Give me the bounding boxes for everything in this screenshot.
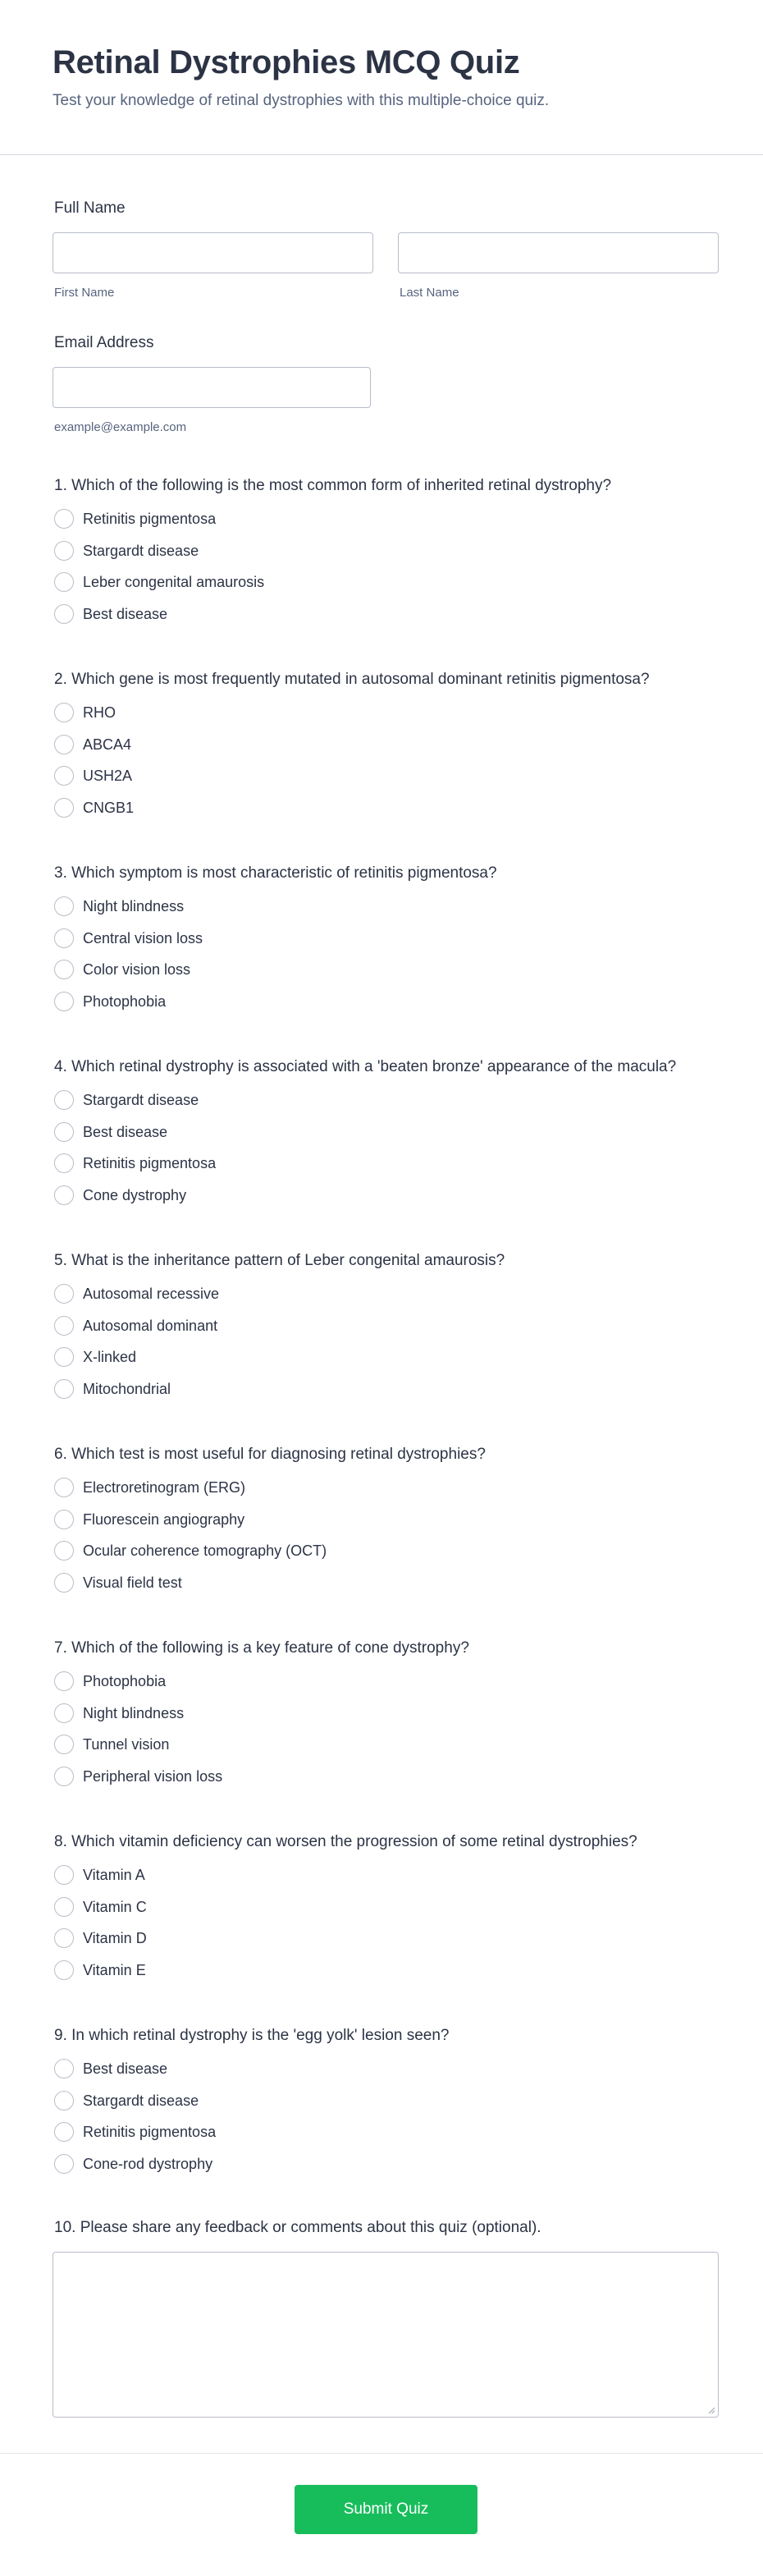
radio-button[interactable]: [54, 1767, 74, 1786]
radio-option[interactable]: [53, 760, 719, 792]
options-group: [53, 1278, 719, 1405]
radio-option-label: Retinitis pigmentosa: [83, 511, 217, 528]
radio-button[interactable]: [54, 1478, 74, 1497]
question-9: [53, 1986, 719, 2180]
first-name-sublabel: First Name: [54, 286, 115, 300]
radio-button[interactable]: [54, 509, 74, 529]
radio-option[interactable]: [53, 2085, 719, 2117]
submit-quiz-button[interactable]: Submit Quiz: [295, 2485, 477, 2534]
radio-option-label: Cone-rod dystrophy: [83, 2155, 213, 2172]
radio-option[interactable]: [53, 729, 719, 761]
options-group: [53, 1472, 719, 1598]
full-name-label: Full Name: [54, 199, 126, 217]
radio-option-label: Visual field test: [83, 1574, 182, 1591]
question-8: [53, 1792, 719, 1986]
radio-button[interactable]: [54, 928, 74, 948]
radio-button[interactable]: [54, 1122, 74, 1142]
radio-option-label: ABCA4: [83, 736, 132, 753]
radio-button[interactable]: [54, 1185, 74, 1205]
radio-option-label: Vitamin C: [83, 1898, 147, 1915]
radio-option-label: Stargardt disease: [83, 2092, 199, 2109]
radio-option[interactable]: [53, 697, 719, 729]
radio-button[interactable]: [54, 1347, 74, 1367]
radio-option-label: Photophobia: [83, 1673, 167, 1690]
first-name-group: [53, 232, 373, 301]
last-name-input[interactable]: [398, 232, 719, 273]
radio-button[interactable]: [54, 1928, 74, 1948]
radio-option-label: Best disease: [83, 2060, 168, 2078]
radio-option-label: Central vision loss: [83, 929, 203, 947]
radio-option-label: Ocular coherence tomography (OCT): [83, 1542, 327, 1560]
radio-option-label: Autosomal recessive: [83, 1286, 220, 1303]
radio-option[interactable]: [53, 891, 719, 923]
radio-option-label: Peripheral vision loss: [83, 1767, 223, 1785]
first-name-input[interactable]: [53, 232, 373, 273]
radio-button[interactable]: [54, 604, 74, 624]
radio-option[interactable]: [53, 1859, 719, 1891]
radio-option[interactable]: [53, 2116, 719, 2148]
radio-option[interactable]: [53, 1472, 719, 1504]
radio-button[interactable]: [54, 1573, 74, 1593]
radio-option[interactable]: [53, 1084, 719, 1116]
radio-option[interactable]: [53, 503, 719, 535]
radio-option-label: X-linked: [83, 1349, 137, 1366]
radio-option-label: Retinitis pigmentosa: [83, 1155, 217, 1172]
radio-option-label: Vitamin A: [83, 1867, 145, 1884]
page-subtitle: Test your knowledge of retinal dystrophies with this multiple-choice quiz.: [53, 92, 550, 109]
question-1: [53, 436, 719, 630]
options-group: [53, 2053, 719, 2180]
question-title: 6. Which test is most useful for diagnosing retinal dystrophies?: [54, 1446, 486, 1463]
radio-option[interactable]: [53, 923, 719, 955]
email-group: [53, 367, 371, 436]
radio-option-label: Mitochondrial: [83, 1380, 171, 1397]
radio-option[interactable]: [53, 1729, 719, 1761]
radio-option[interactable]: [53, 1698, 719, 1730]
radio-option[interactable]: [53, 1567, 719, 1599]
form-header: [0, 0, 763, 155]
radio-option[interactable]: [53, 1504, 719, 1536]
radio-button[interactable]: [54, 1735, 74, 1754]
radio-button[interactable]: [54, 1379, 74, 1399]
options-group: [53, 1084, 719, 1211]
radio-option-label: Vitamin E: [83, 1961, 146, 1978]
radio-option[interactable]: [53, 598, 719, 630]
radio-option[interactable]: [53, 1180, 719, 1212]
radio-button[interactable]: [54, 896, 74, 916]
radio-button[interactable]: [54, 703, 74, 722]
radio-option[interactable]: [53, 1923, 719, 1955]
radio-option[interactable]: [53, 1535, 719, 1567]
radio-button[interactable]: [54, 2091, 74, 2111]
radio-button[interactable]: [54, 1284, 74, 1304]
question-title: 9. In which retinal dystrophy is the 'egg yolk' lesion seen?: [54, 2027, 450, 2044]
radio-option-label: CNGB1: [83, 799, 135, 816]
form-footer: [0, 2453, 763, 2576]
name-row: [53, 232, 719, 301]
question-3: [53, 823, 719, 1017]
radio-button[interactable]: [54, 1865, 74, 1885]
radio-option[interactable]: [53, 1310, 719, 1342]
radio-option-label: Vitamin D: [83, 1930, 147, 1947]
radio-option-label: Night blindness: [83, 1704, 185, 1721]
radio-option-label: Stargardt disease: [83, 542, 199, 559]
radio-button[interactable]: [54, 735, 74, 754]
radio-option-label: Fluorescein angiography: [83, 1510, 245, 1528]
radio-button[interactable]: [54, 1703, 74, 1723]
radio-option[interactable]: [53, 2053, 719, 2085]
radio-button[interactable]: [54, 1671, 74, 1691]
radio-option[interactable]: [53, 1373, 719, 1405]
question-7: [53, 1598, 719, 1792]
question-title: 2. Which gene is most frequently mutated in autosomal dominant retinitis pigmentosa?: [54, 671, 650, 688]
radio-button[interactable]: [54, 1316, 74, 1336]
options-group: [53, 1666, 719, 1792]
question-title: 7. Which of the following is a key feature of cone dystrophy?: [54, 1639, 469, 1657]
radio-option[interactable]: [53, 1761, 719, 1793]
radio-button[interactable]: [54, 2059, 74, 2079]
last-name-group: [398, 232, 719, 301]
feedback-question-title: 10. Please share any feedback or comments about this quiz (optional).: [54, 2219, 541, 2236]
radio-option-label: Retinitis pigmentosa: [83, 2124, 217, 2141]
email-sublabel: example@example.com: [54, 420, 187, 434]
feedback-field: [53, 2180, 719, 2418]
question-title: 4. Which retinal dystrophy is associated with a 'beaten bronze' appearance of the macula?: [54, 1058, 677, 1075]
radio-option-label: Best disease: [83, 605, 168, 622]
radio-button[interactable]: [54, 1541, 74, 1561]
radio-option[interactable]: [53, 1278, 719, 1310]
resize-grip-icon[interactable]: [707, 2406, 715, 2414]
radio-button[interactable]: [54, 960, 74, 979]
radio-option-label: Leber congenital amaurosis: [83, 574, 265, 591]
options-group: [53, 1859, 719, 1986]
radio-button[interactable]: [54, 2154, 74, 2174]
radio-option-label: Autosomal dominant: [83, 1317, 218, 1334]
options-group: [53, 697, 719, 823]
question-title: 8. Which vitamin deficiency can worsen the progression of some retinal dystrophies?: [54, 1833, 637, 1850]
radio-option[interactable]: [53, 2148, 719, 2180]
radio-button[interactable]: [54, 1153, 74, 1173]
radio-button[interactable]: [54, 1960, 74, 1980]
radio-option[interactable]: [53, 1148, 719, 1180]
question-title: 5. What is the inheritance pattern of Leber congenital amaurosis?: [54, 1252, 505, 1269]
radio-option-label: RHO: [83, 704, 116, 722]
radio-option[interactable]: [53, 1955, 719, 1987]
radio-option[interactable]: [53, 1341, 719, 1373]
radio-button[interactable]: [54, 2122, 74, 2142]
question-title: 1. Which of the following is the most common form of inherited retinal dystrophy?: [54, 477, 612, 494]
options-group: [53, 503, 719, 630]
radio-button[interactable]: [54, 1897, 74, 1917]
form-body: [0, 155, 763, 2418]
question-4: [53, 1017, 719, 1211]
radio-option[interactable]: [53, 1891, 719, 1923]
last-name-sublabel: Last Name: [400, 286, 459, 300]
radio-option-label: Photophobia: [83, 992, 167, 1010]
question-5: [53, 1211, 719, 1405]
radio-option-label: Best disease: [83, 1123, 168, 1140]
radio-option-label: Stargardt disease: [83, 1092, 199, 1109]
page-title: Retinal Dystrophies MCQ Quiz: [53, 44, 520, 80]
radio-button[interactable]: [54, 572, 74, 592]
radio-option[interactable]: [53, 1666, 719, 1698]
email-field: [53, 301, 719, 436]
radio-option[interactable]: [53, 986, 719, 1018]
radio-option-label: Tunnel vision: [83, 1736, 170, 1753]
full-name-field: [53, 155, 719, 301]
radio-option[interactable]: [53, 792, 719, 824]
radio-option-label: Electroretinogram (ERG): [83, 1479, 246, 1497]
questions-list: [53, 436, 719, 2180]
email-label: Email Address: [54, 334, 154, 351]
radio-option-label: Night blindness: [83, 898, 185, 915]
radio-option[interactable]: [53, 535, 719, 567]
radio-option[interactable]: [53, 954, 719, 986]
radio-option-label: USH2A: [83, 768, 133, 785]
radio-button[interactable]: [54, 798, 74, 818]
question-2: [53, 630, 719, 823]
radio-button[interactable]: [54, 766, 74, 786]
options-group: [53, 891, 719, 1017]
radio-option-label: Cone dystrophy: [83, 1186, 187, 1203]
question-6: [53, 1405, 719, 1598]
radio-button[interactable]: [54, 992, 74, 1011]
radio-option[interactable]: [53, 566, 719, 598]
question-title: 3. Which symptom is most characteristic of retinitis pigmentosa?: [54, 864, 497, 882]
radio-option[interactable]: [53, 1116, 719, 1148]
radio-option-label: Color vision loss: [83, 961, 191, 979]
email-input[interactable]: [53, 367, 371, 408]
radio-button[interactable]: [54, 541, 74, 561]
radio-button[interactable]: [54, 1090, 74, 1110]
radio-button[interactable]: [54, 1510, 74, 1529]
feedback-textarea[interactable]: [53, 2252, 719, 2418]
